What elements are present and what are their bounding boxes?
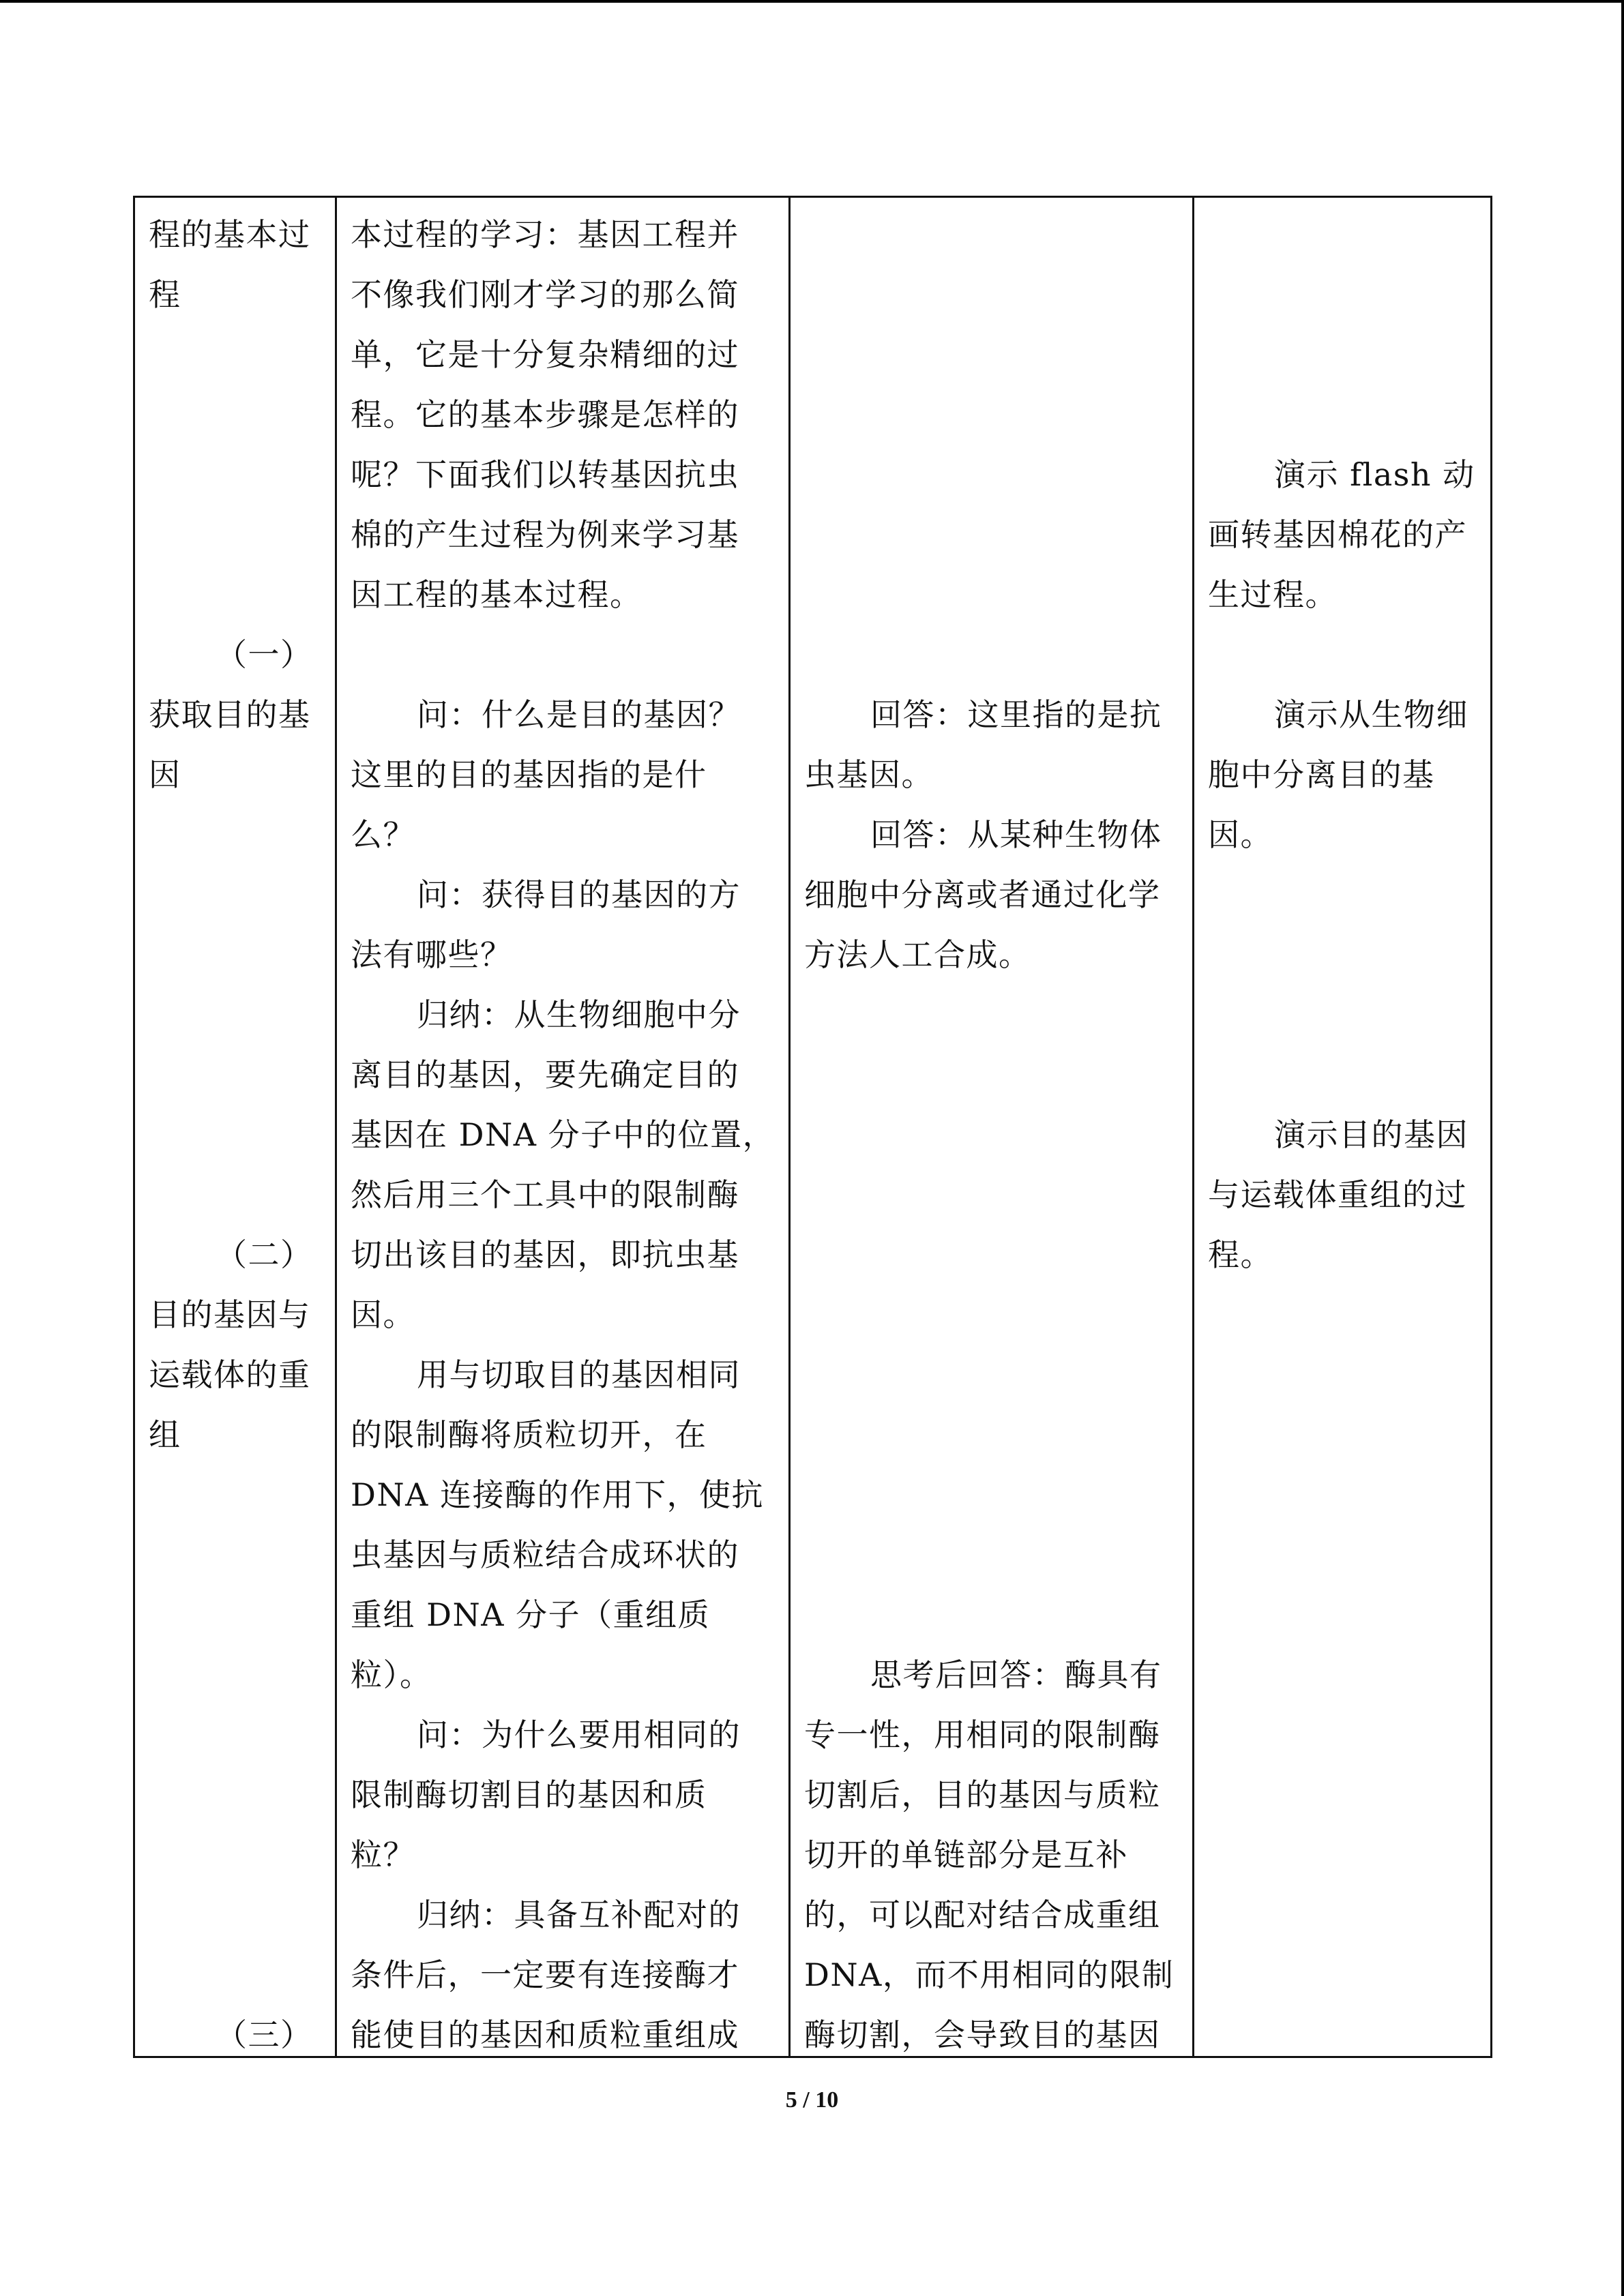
- topic-line: 程: [149, 276, 181, 313]
- student-line: 回答：这里指的是抗: [870, 696, 1162, 733]
- teacher-line: 归纳：从生物细胞中分: [417, 996, 741, 1033]
- teacher-line: 问：什么是目的基因？: [417, 696, 741, 733]
- student-line: 的，可以配对结合成重组: [804, 1896, 1161, 1933]
- page-number: 5 / 10: [785, 2087, 839, 2113]
- media-line: 演示从生物细: [1274, 696, 1468, 733]
- teacher-line: 程。它的基本步骤是怎样的: [351, 396, 739, 433]
- student-column: [791, 198, 1192, 2056]
- teacher-line: 么？: [351, 816, 415, 853]
- teacher-line: 问：为什么要用相同的: [417, 1716, 741, 1753]
- lesson-plan-table: [133, 196, 1492, 2058]
- teacher-line: 虫基因与质粒结合成环状的: [351, 1536, 739, 1573]
- media-line: 与运载体重组的过: [1208, 1176, 1467, 1213]
- top-border: [0, 0, 1624, 3]
- teacher-line: 切出该目的基因，即抗虫基: [351, 1236, 739, 1273]
- teacher-line: 法有哪些？: [351, 936, 513, 973]
- section-number-1: （一）: [216, 636, 313, 673]
- student-line: 专一性，用相同的限制酶: [804, 1716, 1161, 1753]
- teacher-line: 这里的目的基因指的是什: [351, 756, 707, 793]
- teacher-line: 粒）。: [351, 1656, 432, 1693]
- teacher-line: 重组 DNA 分子（重组质: [351, 1596, 711, 1633]
- teacher-line: 粒？: [351, 1836, 415, 1873]
- teacher-line: 用与切取目的基因相同: [417, 1356, 741, 1393]
- teacher-line: 不像我们刚才学习的那么简: [351, 276, 739, 313]
- media-line: 演示 flash 动: [1274, 456, 1475, 493]
- teacher-line: 归纳：具备互补配对的: [417, 1896, 741, 1933]
- teacher-line: 的限制酶将质粒切开，在: [351, 1416, 707, 1453]
- student-line: 方法人工合成。: [804, 936, 1031, 973]
- student-line: 切开的单链部分是互补: [804, 1836, 1128, 1873]
- media-column: [1194, 198, 1490, 2056]
- section-title-2: 目的基因与: [149, 1296, 311, 1333]
- teacher-line: 单，它是十分复杂精细的过: [351, 336, 739, 373]
- teacher-line: 离目的基因，要先确定目的: [351, 1056, 739, 1093]
- media-line: 演示目的基因: [1274, 1116, 1468, 1153]
- topic-column: [135, 198, 335, 2056]
- student-line: 酶切割，会导致目的基因: [804, 2016, 1161, 2053]
- student-line: 切割后，目的基因与质粒: [804, 1776, 1161, 1813]
- teacher-line: 能使目的基因和质粒重组成: [351, 2016, 739, 2053]
- media-line: 胞中分离目的基: [1208, 756, 1435, 793]
- teacher-line: 棉的产生过程为例来学习基: [351, 516, 739, 553]
- media-line: 生过程。: [1208, 576, 1338, 613]
- section-title-2: 运载体的重: [149, 1356, 311, 1393]
- teacher-line: 然后用三个工具中的限制酶: [351, 1176, 739, 1213]
- teacher-line: 因。: [351, 1296, 415, 1333]
- media-line: 程。: [1208, 1236, 1273, 1273]
- student-line: DNA，而不用相同的限制: [804, 1956, 1175, 1993]
- teacher-line: 问：获得目的基因的方: [417, 876, 741, 913]
- media-line: 画转基因棉花的产: [1208, 516, 1467, 553]
- teacher-line: 呢？下面我们以转基因抗虫: [351, 456, 739, 493]
- teacher-line: 基因在 DNA 分子中的位置，: [351, 1116, 776, 1153]
- section-number-2: （二）: [216, 1236, 313, 1273]
- section-title-1: 获取目的基: [149, 696, 311, 733]
- student-line: 虫基因。: [804, 756, 934, 793]
- section-title-2: 组: [149, 1416, 181, 1453]
- section-title-1: 因: [149, 756, 181, 793]
- teacher-line: 本过程的学习：基因工程并: [351, 216, 739, 253]
- teacher-line: DNA 连接酶的作用下，使抗: [351, 1476, 764, 1513]
- student-line: 思考后回答：酶具有: [870, 1656, 1162, 1693]
- teacher-line: 因工程的基本过程。: [351, 576, 643, 613]
- student-line: 回答：从某种生物体: [870, 816, 1162, 853]
- section-number-3: （三）: [216, 2016, 313, 2053]
- right-border: [1621, 0, 1624, 2296]
- teacher-column: [337, 198, 788, 2056]
- teacher-line: 限制酶切割目的基因和质: [351, 1776, 707, 1813]
- topic-line: 程的基本过: [149, 216, 311, 253]
- teacher-line: 条件后，一定要有连接酶才: [351, 1956, 739, 1993]
- student-line: 细胞中分离或者通过化学: [804, 876, 1161, 913]
- media-line: 因。: [1208, 816, 1273, 853]
